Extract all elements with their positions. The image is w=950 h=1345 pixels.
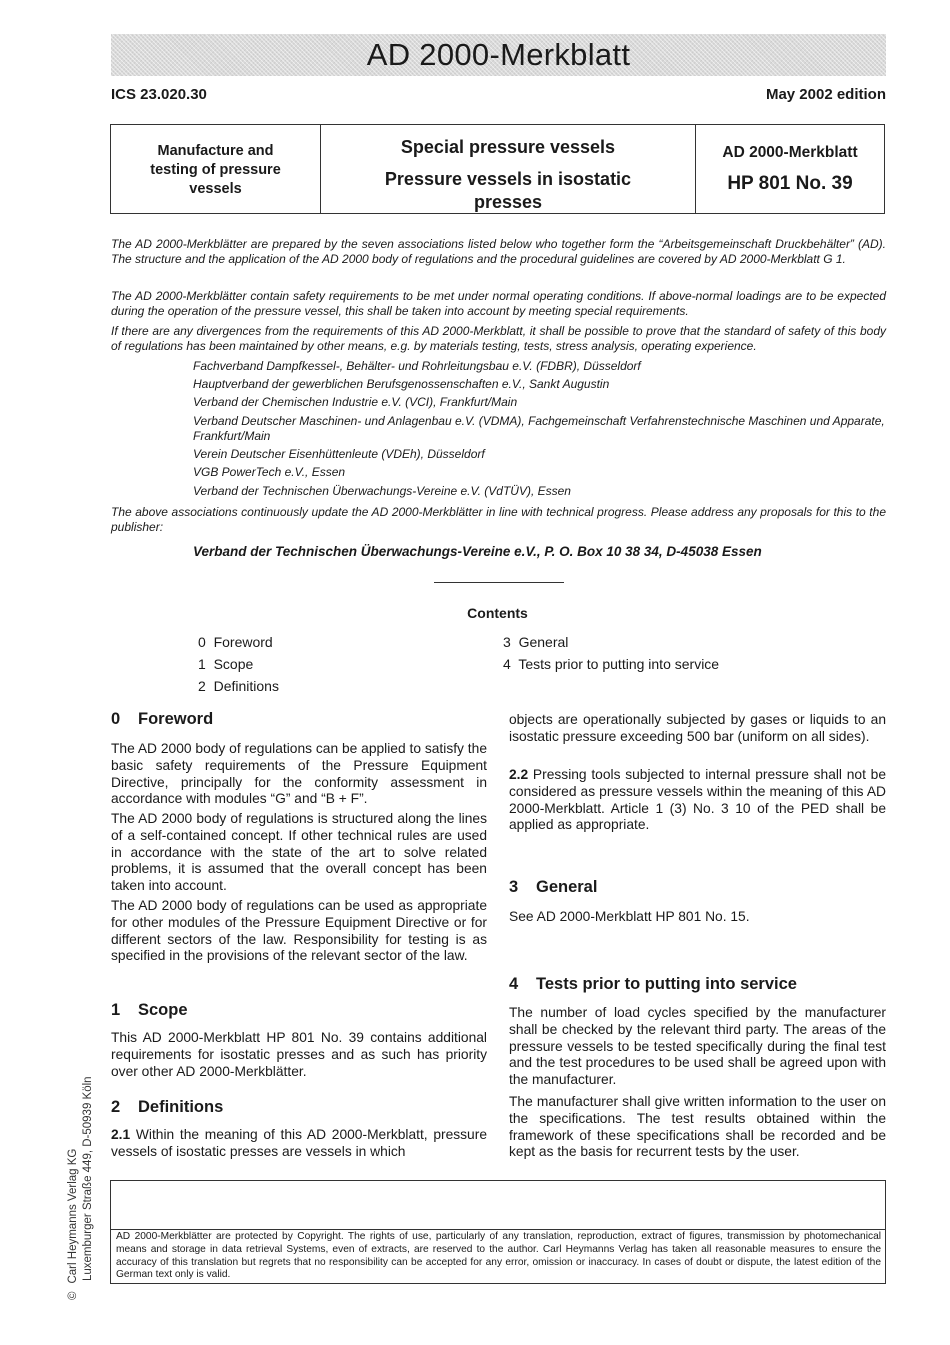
section-title: Tests prior to putting into service <box>536 975 797 993</box>
publisher-side-note <box>66 1076 96 1300</box>
association-item: VGB PowerTech e.V., Essen <box>193 465 346 479</box>
subject-line: Manufacture and <box>157 143 274 159</box>
section-number: 3 <box>509 878 519 896</box>
publisher-address: Verband der Technischen Überwachungs-Vereine e.V., P. O. Box 10 38 34, D-45038 Essen <box>193 544 762 559</box>
toc-label: Tests prior to putting into service <box>518 656 720 672</box>
definition-2-1-part1 <box>111 1127 487 1161</box>
foreword-paragraph: The AD 2000 body of regulations can be applied to satisfy the basic safety requirements of the Pressure Equipment Directive, principally for the conformity assessment in accordance with modules “G” and “B + F”. <box>111 741 487 807</box>
tests-paragraph: The number of load cycles specified by the manufacturer shall be checked by the relevant third party. The areas of the pressure vessels to be tested specifically during the final test and the test procedures to be used shall be agreed upon with the manufacturer. <box>509 1005 886 1088</box>
toc-number: 1 <box>198 656 206 672</box>
section-number: 2 <box>111 1098 121 1116</box>
toc-number: 2 <box>198 678 206 694</box>
section-number: 1 <box>111 1001 121 1019</box>
toc-label: Foreword <box>213 634 273 650</box>
clause-number: 2.2 <box>509 767 529 782</box>
section-heading-scope <box>111 1001 487 1020</box>
topic-heading: Special pressure vessels <box>400 137 616 157</box>
toc-item[interactable] <box>503 631 568 653</box>
clause-text: Within the meaning of this AD 2000-Merkblatt, pressure vessels of isostatic presses are vessels in which <box>111 1127 487 1159</box>
section-heading-foreword <box>111 710 487 729</box>
clause-text: Pressing tools subjected to internal pressure shall not be considered as pressure vessels within the meaning of this AD 2000-Merkblatt. Article 1 (3) No. 3 10 of the PED shall be applied as appropriate. <box>509 767 886 833</box>
definition-2-2 <box>509 767 886 834</box>
subject-line: vessels <box>189 181 242 197</box>
copyright-notice: AD 2000-Merkblätter are protected by Copyright. The rights of use, particularly of any translation, reproduction, extract of figures, transmission by photomechanical means and storage in data retrieval Systems, even of extracts, are reserved to the author. Carl Heymanns Verlag has taken all reasonable measures to ensure the accuracy of this translation but regrets that no responsibility can be accepted for any error, omission or inaccuracy. In cases of doubt or dispute, the latest edition of the German text only is valid. <box>116 1231 881 1281</box>
intro-paragraph: The AD 2000-Merkblätter contain safety requirements to be met under normal operating conditions. If above-normal loadings are to be expected during the operation of the pressure vessel, this shall be taken into account by meeting special requirements. <box>111 289 886 318</box>
toc-number: 4 <box>503 656 511 672</box>
intro-paragraph: The AD 2000-Merkblätter are prepared by the seven associations listed below who together form the “Arbeitsgemeinschaft Druckbehälter” (AD). The structure and the application of the AD 2000 body of regulations and the procedural guidelines are covered by AD 2000-Merkblatt G 1. <box>111 237 886 266</box>
publisher-name: Carl Heymanns Verlag KG <box>67 1148 79 1284</box>
toc-item[interactable] <box>198 631 273 653</box>
section-heading-tests <box>509 975 886 994</box>
association-item: Verein Deutscher Eisenhüttenleute (VDEh), Düsseldorf <box>193 447 485 461</box>
subject-line: testing of pressure <box>150 162 281 178</box>
title-box <box>110 124 885 214</box>
section-title: Foreword <box>138 710 214 728</box>
foreword-paragraph: The AD 2000 body of regulations can be used as appropriate for other modules of the Pressure Equipment Directive or for different sectors of the law. Responsibility for testing is as specified in the provisions of the relevant sector of the law. <box>111 898 487 964</box>
section-title: Definitions <box>138 1098 224 1116</box>
toc-label: Scope <box>213 656 254 672</box>
topic-subheading: Pressure vessels in isostatic presses <box>384 169 632 212</box>
toc-item[interactable] <box>198 675 279 697</box>
section-heading-definitions <box>111 1098 487 1117</box>
toc-number: 0 <box>198 634 206 650</box>
association-item: Fachverband Dampfkessel-, Behälter- und Rohrleitungsbau e.V. (FDBR), Düsseldorf <box>193 359 641 373</box>
document-title: AD 2000-Merkblatt <box>366 37 631 72</box>
toc-item[interactable] <box>198 653 253 675</box>
title-box-subject <box>111 125 321 213</box>
tests-paragraph: The manufacturer shall give written information to the user on the specifications. The test results obtained within the framework of these specifications shall be recorded and be kept as the basis for recurrent tests by the user. <box>509 1094 886 1160</box>
header-banner <box>111 34 886 76</box>
association-item: Hauptverband der gewerblichen Berufsgenossenschaften e.V., Sankt Augustin <box>193 377 610 391</box>
clause-number: 2.1 <box>111 1127 131 1142</box>
foreword-paragraph: The AD 2000 body of regulations is structured along the lines of a self-contained concept. If other technical rules are used in accordance with the state of the art to solve related problems, it is assumed that the overall concept has been taken into account. <box>111 811 487 894</box>
association-item: Verband der Technischen Überwachungs-Vereine e.V. (VdTÜV), Essen <box>193 484 571 498</box>
toc-label: Definitions <box>213 678 279 694</box>
section-number: 0 <box>111 710 121 728</box>
reference-series: AD 2000-Merkblatt <box>722 144 858 161</box>
toc-item[interactable] <box>503 653 719 675</box>
section-title: Scope <box>138 1001 188 1019</box>
section-number: 4 <box>509 975 519 993</box>
section-heading-general <box>509 878 886 897</box>
general-paragraph: See AD 2000-Merkblatt HP 801 No. 15. <box>509 909 750 924</box>
toc-label: General <box>518 634 569 650</box>
toc-number: 3 <box>503 634 511 650</box>
section-title: General <box>536 878 598 896</box>
ics-code: ICS 23.020.30 <box>111 86 207 103</box>
definition-2-1-continuation <box>509 712 886 762</box>
footer-divider <box>110 1229 886 1230</box>
intro-paragraph: If there are any divergences from the requirements of this AD 2000-Merkblatt, it shall be possible to prove that the standard of safety of this body of regulations has been maintained by other means, e.g. by materials testing, tests, stress analysis, operating experience. <box>111 324 886 353</box>
clause-continuation: objects are operationally subjected by gases or liquids to an isostatic pressure exceeding 500 bar (uniform on all sides). <box>509 712 886 744</box>
scope-paragraph: This AD 2000-Merkblatt HP 801 No. 39 contains additional requirements for isostatic presses and as such has priority over other AD 2000-Merkblätter. <box>111 1030 487 1079</box>
title-box-topic <box>321 125 696 213</box>
publisher-street: Luxemburger Straße 449, D-50939 Köln <box>82 1076 94 1281</box>
contents-heading: Contents <box>467 605 528 621</box>
divider <box>434 582 564 583</box>
association-item: Verband der Chemischen Industrie e.V. (VCI), Frankfurt/Main <box>193 395 518 409</box>
edition-date: May 2002 edition <box>765 86 886 103</box>
intro-paragraph: The above associations continuously update the AD 2000-Merkblätter in line with technical progress. Please address any proposals for this to the publisher: <box>111 505 886 534</box>
association-item: Verband Deutscher Maschinen- und Anlagenbau e.V. (VDMA), Fachgemeinschaft Verfahrenstechnische Maschinen und Apparate, Frankfurt/Main <box>193 414 885 443</box>
reference-number: HP 801 No. 39 <box>727 173 853 194</box>
title-box-reference <box>696 125 884 213</box>
copyright-symbol: © <box>67 1291 79 1300</box>
